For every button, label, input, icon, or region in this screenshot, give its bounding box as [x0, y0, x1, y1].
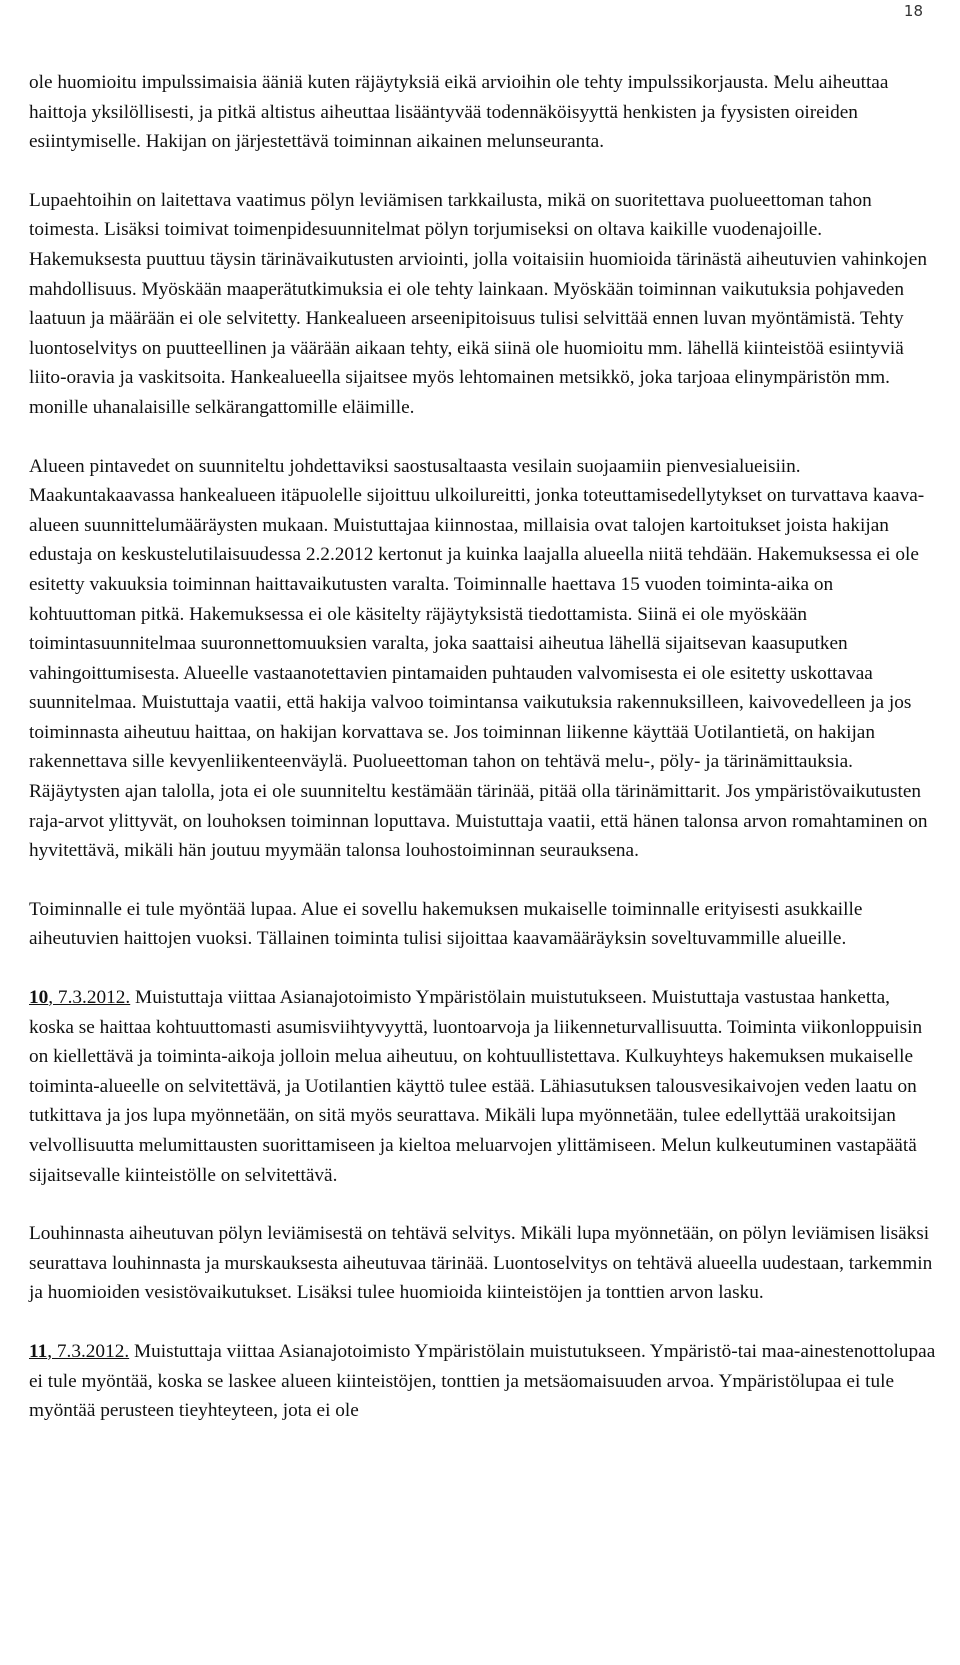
paragraph-objection-10 [29, 983, 937, 1190]
objection-reference-11 [29, 1341, 129, 1362]
paragraph-dust-vibration: Lupaehtoihin on laitettava vaatimus pölyn leviämisen tarkkailusta, mikä on suoritettava puolueettoman tahon toimesta. Lisäksi toimivat toimenpidesuunnitelmat pölyn torjumiseksi on oltava kaikille vuodenajoille. Hakemuksesta puuttuu täysin tärinävaikutusten arviointi, jolla voitaisiin huomioida tärinästä aiheutuvien vahinkojen mahdollisuus. Myöskään maaperätutkimuksia ei ole tehty lainkaan. Myöskään toiminnan vaikutuksia pohjaveden laatuun ja määrään ei ole selvitetty. Hankealueen arseenipitoisuus tulisi selvittää ennen luvan myöntämistä. Tehty luontoselvitys on puutteellinen ja väärään aikaan tehty, eikä siinä ole huomioitu mm. lähellä kiinteistöä esiintyviä liito-oravia ja vaskitsoita. Hankealueella sijaitsee myös lehtomainen metsikkö, joka tarjoaa elinympäristön mm. monille uhanalaisille selkärangattomille eläimille. [29, 189, 927, 418]
objection-date: , 7.3.2012. [48, 987, 131, 1009]
objection-text: Muistuttaja viittaa Asianajotoimisto Ympäristölain muistutukseen. Ympäristö-tai maa-ainestenottolupaa ei tule myöntää, koska se laskee alueen kiinteistöjen, tonttien ja metsäomaisuuden arvoa. Ympäristölupaa ei tule myöntää perusteen tieyhteyteen, jota ei ole [29, 1340, 936, 1422]
paragraph-surface-waters: Alueen pintavedet on suunniteltu johdettaviksi saostusaltaasta vesilain suojaamiin pienvesialueisiin. Maakuntakaavassa hankealueen itäpuolelle sijoittuu ulkoilureitti, jonka toteuttamisedellytykset on turvattava kaava-alueen suunnittelumääräysten mukaan. Muistuttajaa kiinnostaa, millaisia ovat talojen kartoitukset joista hakijan edustaja on keskustelutilaisuudessa 2.2.2012 kertonut ja kuinka laajalla alueella niitä tehdään. Hakemuksessa ei ole esitetty vakuuksia toiminnan haittavaikutusten varalta. Toiminnalle haettava 15 vuoden toiminta-aika on kohtuuttoman pitkä. Hakemuksessa ei ole käsitelty räjäytyksistä tiedottamista. Siinä ei ole myöskään toimintasuunnitelmaa suuronnettomuuksien varalta, joka saattaisi aiheutua lähellä sijaitsevan kaasuputken vahingoittumisesta. Alueelle vastaanotettavien pintamaiden puhtauden valvomisesta ei ole esitetty uskottavaa suunnitelmaa. Muistuttaja vaatii, että hakija valvoo toimintansa vaikutuksia rakennuksilleen, kaivovedelleen ja jos toiminnasta aiheutuu haittaa, on hakijan korvattava se. Jos toiminnan liikenne käyttää Uotilantietä, on hakijan rakennettava sille kevyenliikenteenväylä. Puolueettoman tahon on tehtävä melu-, pöly- ja tärinämittauksia. Räjäytysten ajan talolla, jota ei ole suunniteltu kestämään tärinää, pitää olla tärinämittarit. Jos ympäristövaikutusten raja-arvot ylittyvät, on louhoksen toiminnan loputtava. Muistuttaja vaatii, että hänen talonsa arvon romahtaminen on hyvitettävä, mikäli hän joutuu myymään talonsa louhostoiminnan seurauksena. [29, 455, 928, 862]
objection-number: 10 [29, 987, 49, 1009]
paragraph-permit-denial: Toiminnalle ei tule myöntää lupaa. Alue ei sovellu hakemuksen mukaiselle toiminnalle erityisesti asukkaille aiheutuvien haittojen vuoksi. Tällainen toiminta tulisi sijoittaa kaavamääräyksin soveltuvammille alueille. [29, 898, 863, 950]
paragraph-objection-11 [29, 1337, 937, 1426]
objection-text: Muistuttaja viittaa Asianajotoimisto Ympäristölain muistutukseen. Muistuttaja vastustaa hanketta, koska se haittaa kohtuuttomasti asumisviihtyvyyttä, luontoarvoja ja liikenneturvallisuutta. Toiminta viikonloppuisin on kiellettävä ja toiminta-aikoja jolloin melua aiheutuu, on kohtuullistettava. Kulkuyhteys hakemuksen mukaiselle toiminta-alueelle on selvitettävä, ja Uotilantien käyttö tulee estää. Lähiasutuksen talousvesikaivojen veden laatu on tutkittava ja jos lupa myönnetään, on sitä myös seurattava. Mikäli lupa myönnetään, tulee edellyttää urakoitsijan velvollisuutta melumittausten suorittamiseen ja kieltoa meluarvojen ylittämiseen. Melun kulkeutuminen vastapäätä sijaitsevalle kiinteistölle on selvitettävä. [29, 987, 923, 1186]
objection-number: 11 [29, 1340, 48, 1362]
paragraph-dust-survey: Louhinnasta aiheutuvan pölyn leviämisestä on tehtävä selvitys. Mikäli lupa myönnetään, on pölyn leviämisen lisäksi seurattava louhinnasta ja murskauksesta aiheutuvaa tärinää. Luontoselvitys on tehtävä alueella uudestaan, tarkemmin ja huomioiden vesistövaikutukset. Lisäksi tulee huomioida kiinteistöjen ja tonttien arvon lasku. [29, 1223, 933, 1304]
page-number: 18 [903, 2, 923, 20]
objection-date: , 7.3.2012. [47, 1340, 130, 1362]
document-body [29, 68, 937, 1426]
objection-reference-10 [29, 987, 130, 1008]
paragraph-noise-monitoring: ole huomioitu impulssimaisia ääniä kuten räjäytyksiä eikä arvioihin ole tehty impulssikorjausta. Melu aiheuttaa haittoja yksilöllisesti, ja pitkä altistus aiheuttaa lisääntyvää todennäköisyyttä henkisten ja fyysisten oireiden esiintymiselle. Hakijan on järjestettävä toiminnan aikainen melunseuranta. [29, 72, 889, 153]
